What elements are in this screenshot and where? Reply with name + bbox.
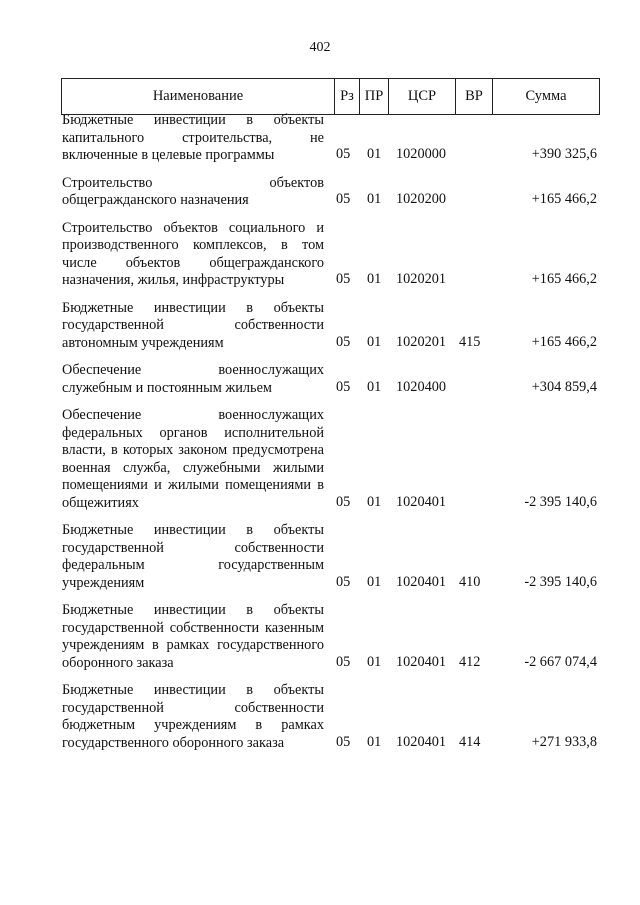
row-rz: 05 <box>336 733 351 750</box>
row-pr: 01 <box>367 493 382 510</box>
row-sum: -2 395 140,6 <box>524 493 597 510</box>
table-header <box>61 78 600 115</box>
table-row <box>0 522 640 592</box>
page-number: 402 <box>309 40 331 55</box>
row-vr: 410 <box>459 573 481 590</box>
table-body <box>0 112 640 762</box>
row-csr: 1020400 <box>396 378 447 395</box>
header-sum: Сумма <box>493 79 600 115</box>
table-row <box>0 300 640 353</box>
table-row <box>0 682 640 752</box>
row-sum: +165 466,2 <box>531 271 597 287</box>
row-rz: 05 <box>336 271 351 287</box>
header-vr: ВР <box>456 79 493 115</box>
header-csr: ЦСР <box>389 79 456 115</box>
row-pr: 01 <box>367 333 382 350</box>
header-name: Наименование <box>62 79 335 115</box>
row-csr: 1020401 <box>396 493 447 510</box>
row-rz: 05 <box>336 333 351 350</box>
row-vr: 412 <box>459 653 481 670</box>
row-pr: 01 <box>367 271 382 287</box>
table-row <box>0 112 640 165</box>
row-pr: 01 <box>367 378 382 395</box>
row-rz: 05 <box>336 378 351 395</box>
row-csr: 1020401 <box>396 733 447 750</box>
row-pr: 01 <box>367 573 382 590</box>
row-sum: -2 667 074,4 <box>524 653 597 670</box>
row-name: Бюджетные инвестиции в объекты государственной собственности казенным учреждениям в рамках государственного оборонного заказа <box>62 602 324 671</box>
row-pr: 01 <box>367 733 382 750</box>
table-row <box>0 602 640 672</box>
header-pr: ПР <box>360 79 389 115</box>
row-name: Строительство объектов общегражданского назначения <box>62 174 324 208</box>
row-rz: 05 <box>336 653 351 670</box>
row-pr: 01 <box>367 653 382 670</box>
row-vr: 414 <box>459 733 481 750</box>
row-name: Строительство объектов социального и производственного комплексов, в том числе объектов общегражданского назначения, жилья, инфраструктуры <box>62 219 324 288</box>
row-csr: 1020201 <box>396 333 447 350</box>
row-csr: 1020000 <box>396 146 447 162</box>
row-name: Бюджетные инвестиции в объекты государственной собственности бюджетным учреждениям в рамках государственного оборонного заказа <box>62 682 324 751</box>
table-row <box>0 175 640 210</box>
row-csr: 1020200 <box>396 191 447 207</box>
row-sum: +165 466,2 <box>531 333 597 350</box>
row-sum: +390 325,6 <box>531 146 597 162</box>
row-name: Обеспечение военнослужащих служебным и постоянным жильем <box>62 362 324 396</box>
row-name: Бюджетные инвестиции в объекты капитального строительства, не включенные в целевые программы <box>62 112 324 163</box>
row-csr: 1020201 <box>396 271 447 287</box>
row-sum: +271 933,8 <box>531 733 597 750</box>
row-rz: 05 <box>336 573 351 590</box>
row-rz: 05 <box>336 493 351 510</box>
table-row <box>0 362 640 397</box>
table-row <box>0 407 640 512</box>
row-sum: +304 859,4 <box>531 378 597 395</box>
row-sum: +165 466,2 <box>531 191 597 207</box>
header-rz: Рз <box>335 79 360 115</box>
row-rz: 05 <box>336 146 351 162</box>
row-csr: 1020401 <box>396 653 447 670</box>
table-row <box>0 220 640 290</box>
row-csr: 1020401 <box>396 573 447 590</box>
row-pr: 01 <box>367 191 382 207</box>
row-pr: 01 <box>367 146 382 162</box>
row-name: Бюджетные инвестиции в объекты государственной собственности федеральным государственным учреждениям <box>62 522 324 591</box>
row-vr: 415 <box>459 333 481 350</box>
row-sum: -2 395 140,6 <box>524 573 597 590</box>
row-name: Бюджетные инвестиции в объекты государственной собственности автономным учреждениям <box>62 299 324 351</box>
row-name: Обеспечение военнослужащих федеральных органов исполнительной власти, в которых законом предусмотрена военная служба, служебными жилыми помещениями и жилыми помещениями в общежитиях <box>62 407 324 511</box>
row-rz: 05 <box>336 191 351 207</box>
